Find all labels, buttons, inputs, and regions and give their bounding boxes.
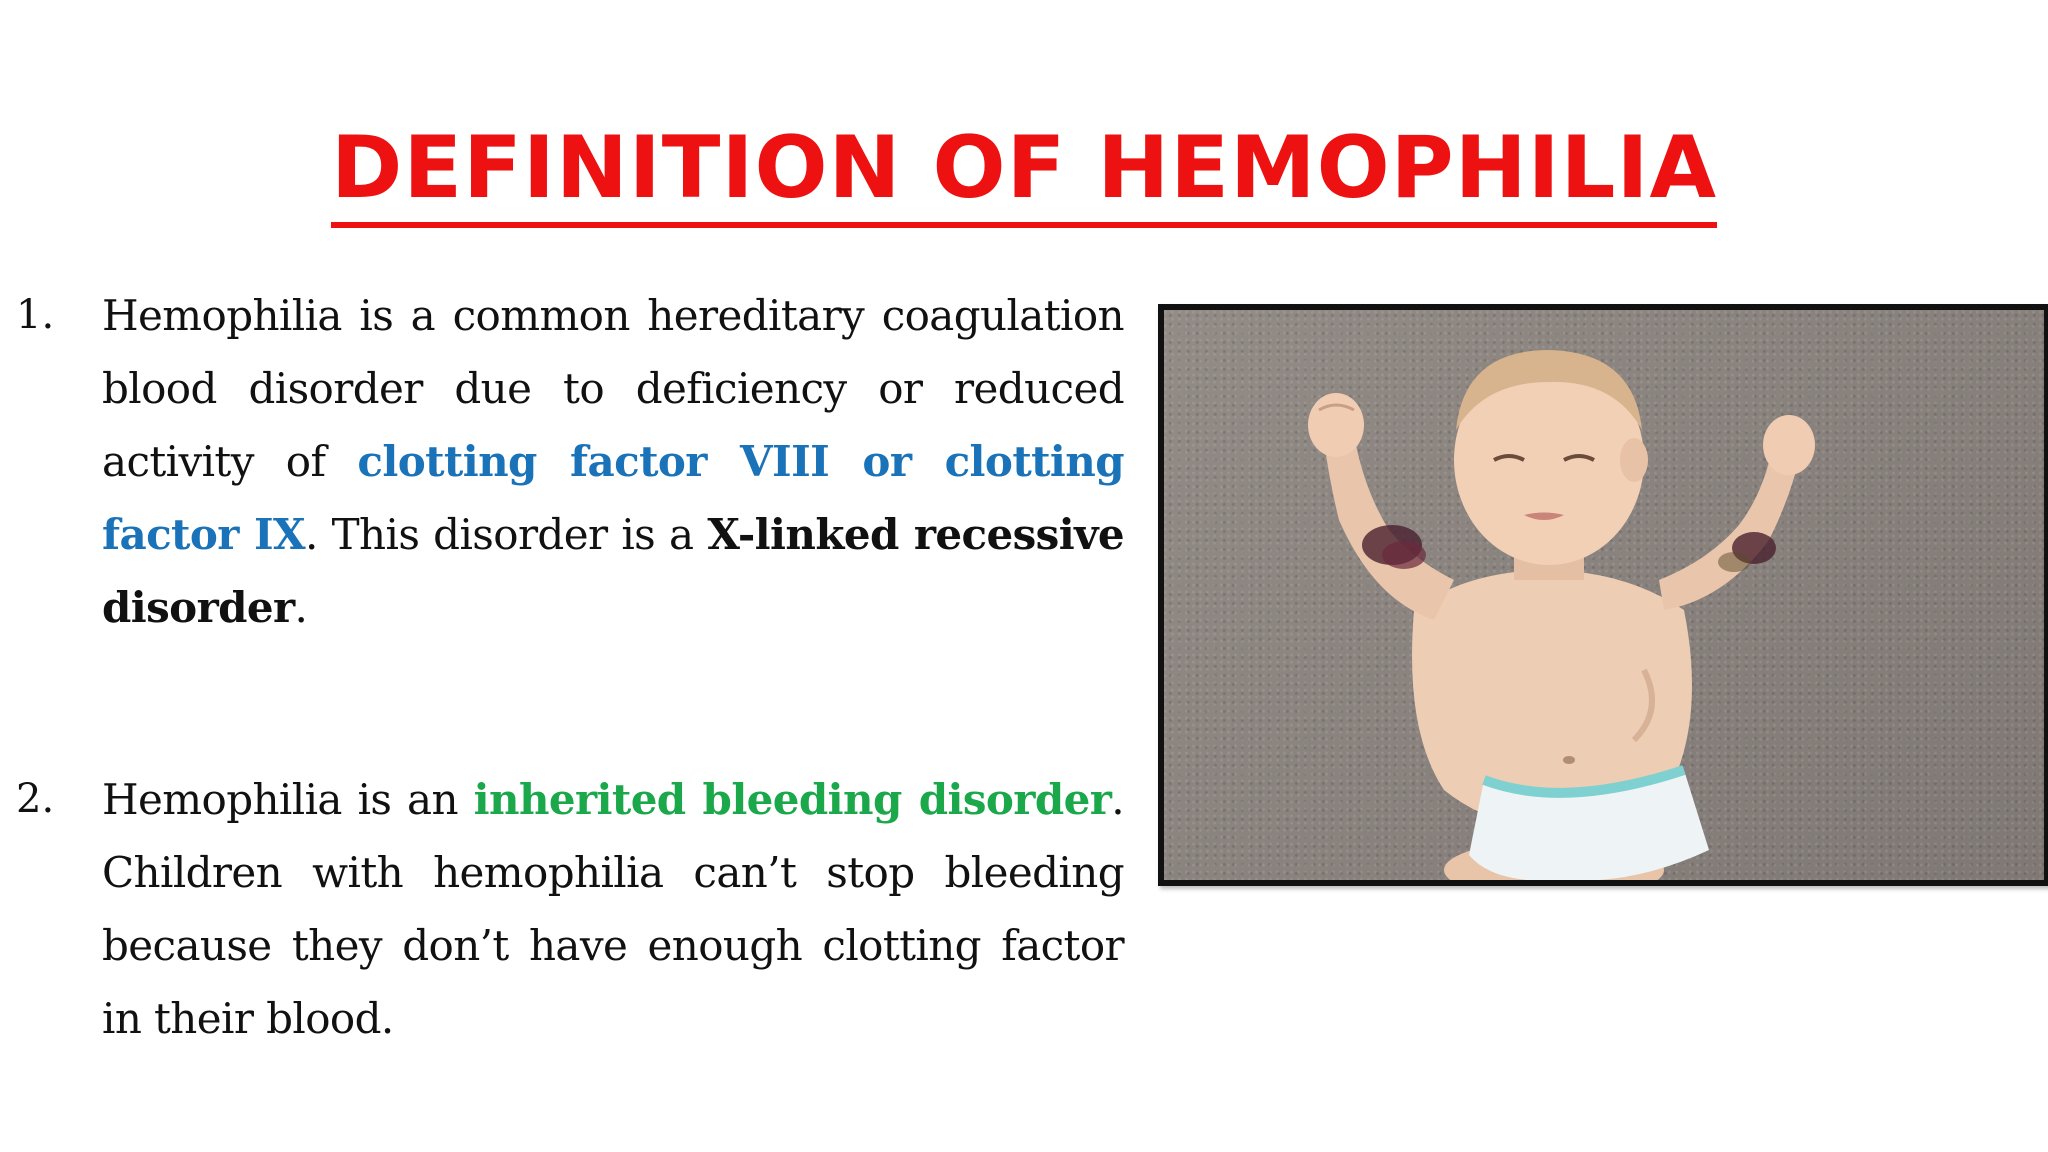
slide-title — [0, 118, 2048, 228]
item1-text-b: . This disorder is a — [305, 510, 708, 559]
item2-text-a: Hemophilia is an — [102, 775, 474, 824]
list-text-1 — [102, 279, 1124, 644]
baby-illustration — [1164, 310, 2044, 880]
list-number-2: 2. — [16, 776, 55, 822]
list-number-1: 1. — [16, 292, 55, 338]
inherited-bleeding-highlight: inherited bleeding disorder — [473, 775, 1112, 824]
item1-text-a: Hemophilia is a common hereditary coagulation blood disorder due to deficiency or reduced activity of — [102, 291, 1124, 486]
clotting-factor-highlight: clotting factor VIII or clotting factor IX — [102, 437, 1124, 559]
x-linked-highlight: X-linked recessive disorder — [102, 510, 1124, 632]
list-text-2 — [102, 763, 1124, 1055]
baby-bruises-photo — [1158, 304, 2048, 886]
item2-text-b: . Children with hemophilia can’t stop bleeding because they don’t have enough clotting factor in their blood. — [102, 775, 1125, 1043]
slide-title-text: DEFINITION OF HEMOPHILIA — [331, 118, 1717, 228]
item1-text-c: . — [294, 583, 308, 632]
